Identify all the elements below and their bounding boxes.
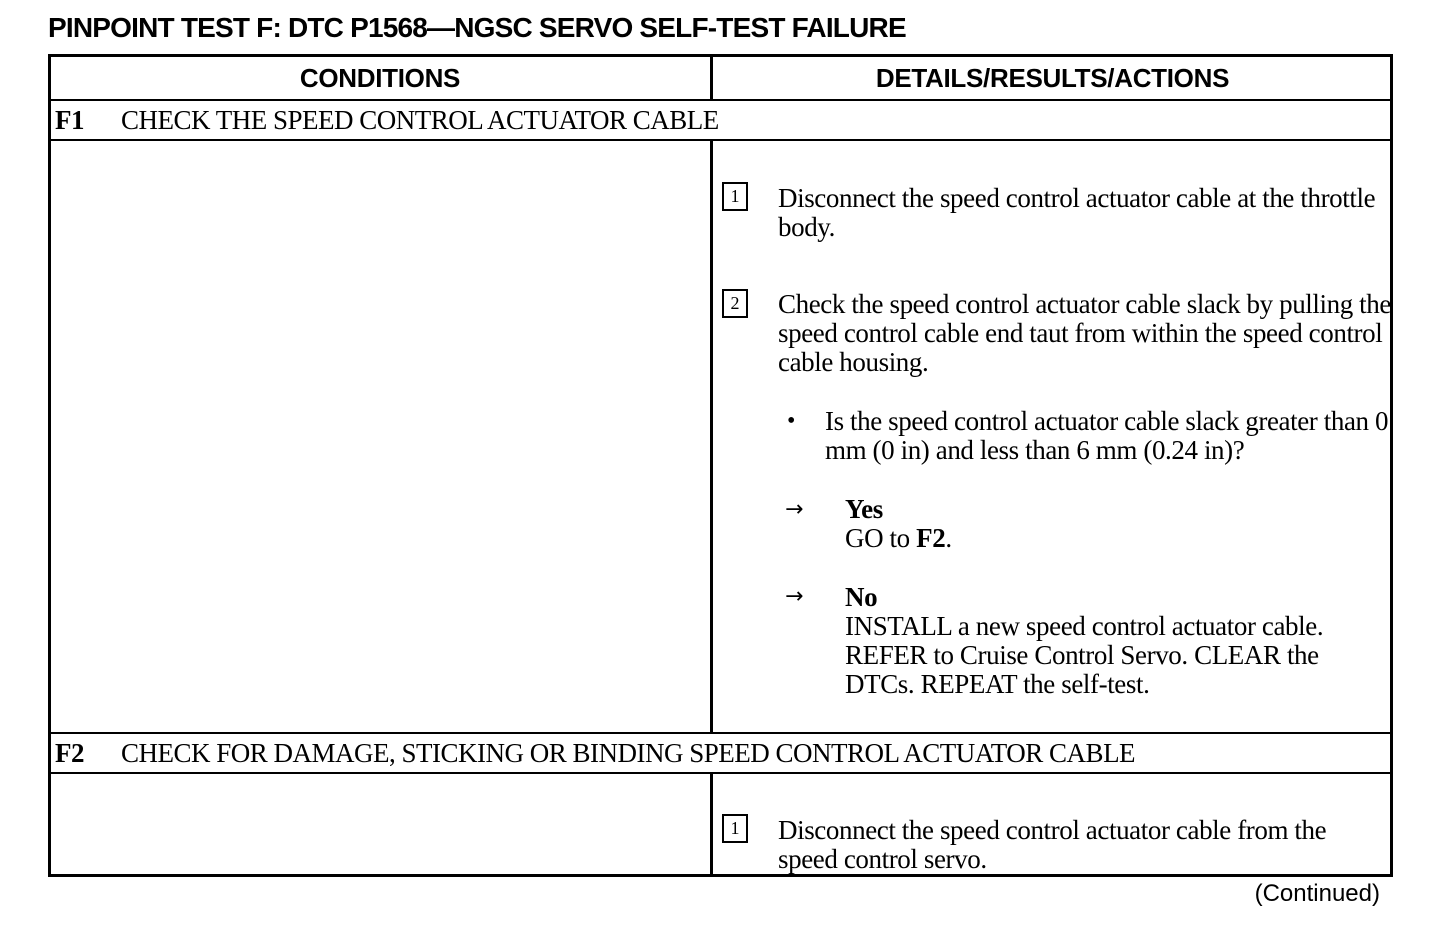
no-action: INSTALL a new speed control actuator cable. REFER to Cruise Control Servo. CLEAR the DTCs. REPEAT the self-test. bbox=[845, 611, 1324, 699]
yes-label: Yes bbox=[845, 494, 883, 524]
yes-action: GO to F2. bbox=[845, 523, 952, 553]
step-f1-no-result bbox=[845, 583, 1390, 699]
step-f2-action-1-text: Disconnect the speed control actuator cable from the speed control servo. bbox=[778, 815, 1327, 874]
step-f1-heading-row bbox=[55, 101, 719, 139]
pinpoint-test-table bbox=[48, 54, 1393, 877]
step-f2-heading: CHECK FOR DAMAGE, STICKING OR BINDING SPEED CONTROL ACTUATOR CABLE bbox=[121, 737, 1136, 768]
step-f1-question: Is the speed control actuator cable slack greater than 0 mm (0 in) and less than 6 mm (0.24 in)? bbox=[825, 406, 1389, 465]
no-label: No bbox=[845, 582, 878, 612]
action-number-box: 1 bbox=[722, 814, 748, 843]
action-number-box: 1 bbox=[722, 182, 748, 211]
step-f1-action-2-text: Check the speed control actuator cable slack by pulling the speed control cable end taut from within the speed control cable housing. bbox=[778, 289, 1391, 377]
page-title: PINPOINT TEST F: DTC P1568—NGSC SERVO SELF-TEST FAILURE bbox=[48, 12, 906, 43]
column-divider bbox=[710, 57, 713, 99]
column-divider bbox=[710, 774, 713, 877]
column-header-conditions: CONDITIONS bbox=[299, 62, 461, 93]
step-f2-id: F2 bbox=[55, 737, 84, 768]
column-divider bbox=[710, 141, 713, 732]
step-f2-heading-row bbox=[55, 734, 1135, 772]
step-f1-id: F1 bbox=[55, 104, 84, 135]
bullet-icon: • bbox=[787, 408, 796, 434]
action-number-box: 2 bbox=[722, 289, 748, 318]
row-divider bbox=[51, 139, 1393, 141]
column-header-details: DETAILS/RESULTS/ACTIONS bbox=[875, 62, 1230, 93]
continued-note: (Continued) bbox=[1254, 880, 1380, 907]
step-f1-heading: CHECK THE SPEED CONTROL ACTUATOR CABLE bbox=[121, 104, 719, 135]
arrow-right-icon: → bbox=[785, 497, 804, 522]
step-f1-yes-result bbox=[845, 495, 1385, 553]
row-divider bbox=[51, 772, 1393, 774]
arrow-right-icon: → bbox=[785, 584, 804, 609]
step-f1-action-1-text: Disconnect the speed control actuator cable at the throttle body. bbox=[778, 183, 1376, 242]
